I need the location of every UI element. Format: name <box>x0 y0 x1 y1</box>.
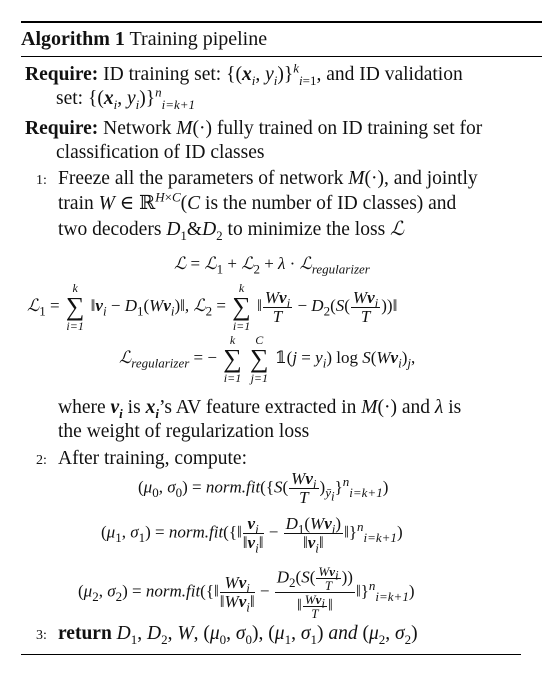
require-network <box>25 118 482 140</box>
regularizer-equation: ℒ$_{regularizer}$ = − k ∑ i=1 C ∑ j=1 𝟙(j = $y_i$) $\log S(Wv_i)_j$, <box>119 333 416 385</box>
loss-symbol: ℒ <box>390 217 405 240</box>
step1-line3 <box>58 218 404 241</box>
require-keyword: Require: <box>25 118 99 139</box>
return-keyword: return <box>58 623 112 644</box>
return-values: $D_1$, $D_2$, W, ($\mu_0$, $\sigma_0$), ($\mu_1$, $\sigma_1$) <box>116 623 324 647</box>
step2-text: After training, compute: <box>58 448 247 469</box>
input-symbol: $x_i$ <box>145 397 159 421</box>
train-set-formula: {($x_i$, $y_i)\}^k_{i=1}$ <box>226 60 317 88</box>
network-symbol: M(·) <box>361 397 398 418</box>
step-text: where <box>58 397 106 418</box>
step-text: to minimize the loss <box>227 219 386 240</box>
algorithm-name: Training pipeline <box>129 28 268 50</box>
and-word: and <box>328 623 358 644</box>
bottom-rule <box>21 654 521 655</box>
mu0-sigma0-equation: ($\mu_0$, $\sigma_0$) = norm.fit({S( $\frac{Wv_i}{T}$ )$_{ȳ_i}\}^n_{i=k+1}$) <box>138 469 389 507</box>
require-keyword: Require: <box>25 64 99 85</box>
step-text: train <box>58 193 94 214</box>
feature-symbol: $v_i$ <box>110 397 123 421</box>
step-text: , and jointly <box>383 168 478 189</box>
algorithm-title <box>21 27 267 51</box>
require-network-cont: classification of ID classes <box>56 142 265 163</box>
decoders-symbol: $D_1\&D_2$ <box>166 219 223 243</box>
step1-line1 <box>58 168 478 190</box>
step3-return-line <box>58 623 418 645</box>
mu2-sigma2-equation: ($\mu_2$, $\sigma_2$) = norm.fit({‖ $\frac{Wv_i}{‖Wv_i‖}$ − $D_2(S$( $\frac{Wv_i}{T}$ )) ‖ $\frac{Wv_i}{T}$ ‖ ‖}$^n_{i=k+1}$) <box>78 564 415 621</box>
step-number: 3: <box>36 628 47 643</box>
step1-where-line <box>58 397 461 419</box>
require-text: set: <box>56 88 84 109</box>
l1-l2-equation: ℒ$_1$ = k ∑ i=1 $‖v_i$ − $D_1(Wv_i)‖$, ℒ$_2$ = k ∑ i=1 ‖ $\frac{Wv_i}{T}$ − $D_2(S$( $\frac{Wv_i}{T}$ ))‖ <box>27 281 398 333</box>
require-validation-set <box>56 84 196 112</box>
weight-space-formula: W ∈ ℝ$^{H\times C}$(C <box>98 189 201 214</box>
step1-line2 <box>58 189 457 215</box>
top-rule <box>21 21 542 23</box>
require-text: ID training set: <box>103 64 222 85</box>
step-text: two decoders <box>58 219 162 240</box>
step-number: 1: <box>36 173 47 188</box>
lambda-symbol: λ <box>434 397 444 418</box>
algorithm-label: Algorithm 1 <box>21 28 125 50</box>
total-loss-equation: ℒ = ℒ$_1$ + ℒ$_2$ + λ · ℒ$_{regularizer}$ <box>174 254 370 277</box>
require-training-set <box>25 60 463 88</box>
step-number: 2: <box>36 453 47 468</box>
step-text: ’s AV feature extracted in <box>158 397 357 418</box>
require-text: fully trained on ID training set for <box>216 118 483 139</box>
val-set-formula: {($x_i$, $y_i)\}^n_{i=k+1}$ <box>87 84 196 112</box>
title-rule <box>21 56 542 57</box>
network-symbol: M(·) <box>176 118 213 139</box>
step-text: is <box>448 397 462 418</box>
step-text: is <box>127 397 141 418</box>
return-values: ($\mu_2$, $\sigma_2$) <box>362 623 418 647</box>
step-text: and <box>401 397 431 418</box>
step-text: is the number of ID classes) and <box>205 193 457 214</box>
require-text: Network <box>103 118 172 139</box>
mu1-sigma1-equation: ($\mu_1$, $\sigma_1$) = norm.fit({‖ $\frac{v_i}{‖v_i‖}$ − $\frac{D_1(Wv_i)}{‖v_i‖}$ ‖}$^n_{i=k+1}$) <box>101 514 403 556</box>
step1-where-line2: the weight of regularization loss <box>58 421 310 442</box>
step-text: Freeze all the parameters of network <box>58 168 344 189</box>
network-symbol: M(·) <box>348 168 384 189</box>
require-text: , and ID validation <box>316 64 463 85</box>
